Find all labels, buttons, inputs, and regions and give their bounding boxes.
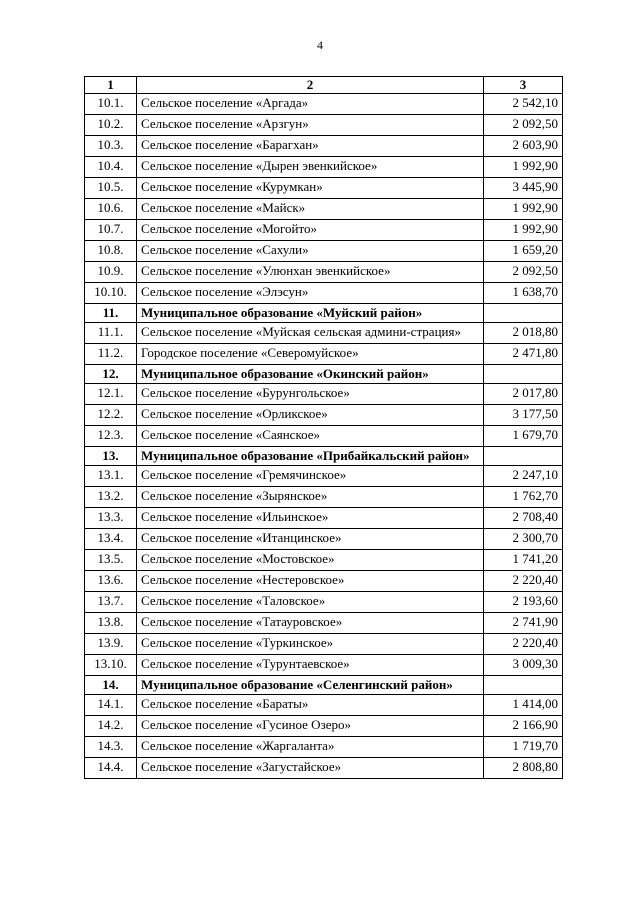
section-row (85, 676, 563, 695)
section-row (85, 304, 563, 323)
amount-value: 2 300,70 (484, 529, 563, 550)
table-row (85, 466, 563, 487)
settlement-name: Сельское поселение «Сахули» (137, 241, 484, 262)
section-title: Муниципальное образование «Селенгинский район» (137, 676, 484, 695)
amount-value: 1 414,00 (484, 695, 563, 716)
row-number: 14.2. (85, 716, 137, 737)
amount-value (484, 365, 563, 384)
settlement-name: Сельское поселение «Аргада» (137, 94, 484, 115)
row-number: 12.1. (85, 384, 137, 405)
column-header-number: 1 (85, 77, 137, 94)
settlement-name: Сельское поселение «Туркинское» (137, 634, 484, 655)
settlement-name: Сельское поселение «Бараты» (137, 695, 484, 716)
settlement-name: Сельское поселение «Могойто» (137, 220, 484, 241)
table-row (85, 613, 563, 634)
amount-value: 1 992,90 (484, 157, 563, 178)
table-row (85, 178, 563, 199)
settlement-name: Сельское поселение «Барагхан» (137, 136, 484, 157)
settlement-name: Сельское поселение «Ильинское» (137, 508, 484, 529)
settlement-name: Сельское поселение «Дырен эвенкийское» (137, 157, 484, 178)
settlement-name: Сельское поселение «Улюнхан эвенкийское» (137, 262, 484, 283)
row-number: 13.1. (85, 466, 137, 487)
settlement-name: Сельское поселение «Саянское» (137, 426, 484, 447)
amount-value: 3 445,90 (484, 178, 563, 199)
settlement-name: Сельское поселение «Зырянское» (137, 487, 484, 508)
amount-value: 2 166,90 (484, 716, 563, 737)
table-row (85, 220, 563, 241)
amount-value: 1 992,90 (484, 199, 563, 220)
amount-value: 2 542,10 (484, 94, 563, 115)
section-row (85, 365, 563, 384)
amount-value: 2 017,80 (484, 384, 563, 405)
amount-value: 2 092,50 (484, 262, 563, 283)
settlement-name: Сельское поселение «Гусиное Озеро» (137, 716, 484, 737)
amount-value: 2 092,50 (484, 115, 563, 136)
table-header-row (85, 77, 563, 94)
amount-value: 2 708,40 (484, 508, 563, 529)
row-number: 12.3. (85, 426, 137, 447)
section-number: 12. (85, 365, 137, 384)
amount-value (484, 304, 563, 323)
amount-value: 2 247,10 (484, 466, 563, 487)
row-number: 13.7. (85, 592, 137, 613)
table-row (85, 571, 563, 592)
row-number: 13.10. (85, 655, 137, 676)
row-number: 13.6. (85, 571, 137, 592)
amount-value: 1 741,20 (484, 550, 563, 571)
table-row (85, 737, 563, 758)
table-row (85, 758, 563, 779)
settlement-name: Сельское поселение «Жаргаланта» (137, 737, 484, 758)
table-row (85, 508, 563, 529)
table-row (85, 344, 563, 365)
amount-value (484, 447, 563, 466)
amount-value: 1 719,70 (484, 737, 563, 758)
amount-value: 1 762,70 (484, 487, 563, 508)
amount-value: 1 638,70 (484, 283, 563, 304)
amount-value: 2 018,80 (484, 323, 563, 344)
amount-value: 3 177,50 (484, 405, 563, 426)
table-row (85, 262, 563, 283)
column-header-value: 3 (484, 77, 563, 94)
settlement-name: Сельское поселение «Арзгун» (137, 115, 484, 136)
row-number: 10.2. (85, 115, 137, 136)
amount-value: 2 808,80 (484, 758, 563, 779)
amount-value (484, 676, 563, 695)
settlement-name: Сельское поселение «Итанцинское» (137, 529, 484, 550)
amount-value: 2 741,90 (484, 613, 563, 634)
settlement-name: Сельское поселение «Орликское» (137, 405, 484, 426)
row-number: 11.2. (85, 344, 137, 365)
row-number: 10.7. (85, 220, 137, 241)
column-header-name: 2 (137, 77, 484, 94)
table-row (85, 487, 563, 508)
amount-value: 2 193,60 (484, 592, 563, 613)
section-title: Муниципальное образование «Прибайкальский район» (137, 447, 484, 466)
table-row (85, 655, 563, 676)
allocation-table (84, 76, 563, 779)
table-row (85, 695, 563, 716)
table-row (85, 283, 563, 304)
settlement-name: Сельское поселение «Муйская сельская админи-страция» (137, 323, 484, 344)
settlement-name: Сельское поселение «Татауровское» (137, 613, 484, 634)
settlement-name: Сельское поселение «Бурунгольское» (137, 384, 484, 405)
settlement-name: Сельское поселение «Турунтаевское» (137, 655, 484, 676)
row-number: 11.1. (85, 323, 137, 344)
row-number: 13.2. (85, 487, 137, 508)
table-row (85, 323, 563, 344)
row-number: 13.8. (85, 613, 137, 634)
table-row (85, 136, 563, 157)
row-number: 10.1. (85, 94, 137, 115)
row-number: 13.4. (85, 529, 137, 550)
row-number: 10.3. (85, 136, 137, 157)
settlement-name: Сельское поселение «Загустайское» (137, 758, 484, 779)
table-row (85, 94, 563, 115)
settlement-name: Сельское поселение «Курумкан» (137, 178, 484, 199)
table-row (85, 426, 563, 447)
amount-value: 1 679,70 (484, 426, 563, 447)
table-row (85, 157, 563, 178)
settlement-name: Сельское поселение «Нестеровское» (137, 571, 484, 592)
table-row (85, 634, 563, 655)
table-row (85, 550, 563, 571)
page-number: 4 (317, 38, 323, 52)
row-number: 13.9. (85, 634, 137, 655)
section-row (85, 447, 563, 466)
row-number: 13.5. (85, 550, 137, 571)
amount-value: 2 471,80 (484, 344, 563, 365)
row-number: 10.9. (85, 262, 137, 283)
section-title: Муниципальное образование «Окинский район» (137, 365, 484, 384)
settlement-name: Городское поселение «Северомуйское» (137, 344, 484, 365)
table-row (85, 384, 563, 405)
settlement-name: Сельское поселение «Элэсун» (137, 283, 484, 304)
row-number: 10.4. (85, 157, 137, 178)
row-number: 12.2. (85, 405, 137, 426)
row-number: 10.6. (85, 199, 137, 220)
row-number: 14.3. (85, 737, 137, 758)
section-number: 13. (85, 447, 137, 466)
amount-value: 1 992,90 (484, 220, 563, 241)
amount-value: 2 220,40 (484, 571, 563, 592)
row-number: 13.3. (85, 508, 137, 529)
row-number: 14.4. (85, 758, 137, 779)
table-row (85, 529, 563, 550)
amount-value: 1 659,20 (484, 241, 563, 262)
settlement-name: Сельское поселение «Таловское» (137, 592, 484, 613)
settlement-name: Сельское поселение «Гремячинское» (137, 466, 484, 487)
table-row (85, 716, 563, 737)
section-number: 11. (85, 304, 137, 323)
table-body (85, 94, 563, 779)
amount-value: 2 220,40 (484, 634, 563, 655)
row-number: 10.5. (85, 178, 137, 199)
section-title: Муниципальное образование «Муйский район» (137, 304, 484, 323)
table-row (85, 405, 563, 426)
row-number: 10.10. (85, 283, 137, 304)
row-number: 14.1. (85, 695, 137, 716)
table-row (85, 115, 563, 136)
table-row (85, 241, 563, 262)
amount-value: 3 009,30 (484, 655, 563, 676)
section-number: 14. (85, 676, 137, 695)
settlement-name: Сельское поселение «Майск» (137, 199, 484, 220)
amount-value: 2 603,90 (484, 136, 563, 157)
row-number: 10.8. (85, 241, 137, 262)
table-row (85, 592, 563, 613)
table-row (85, 199, 563, 220)
settlement-name: Сельское поселение «Мостовское» (137, 550, 484, 571)
